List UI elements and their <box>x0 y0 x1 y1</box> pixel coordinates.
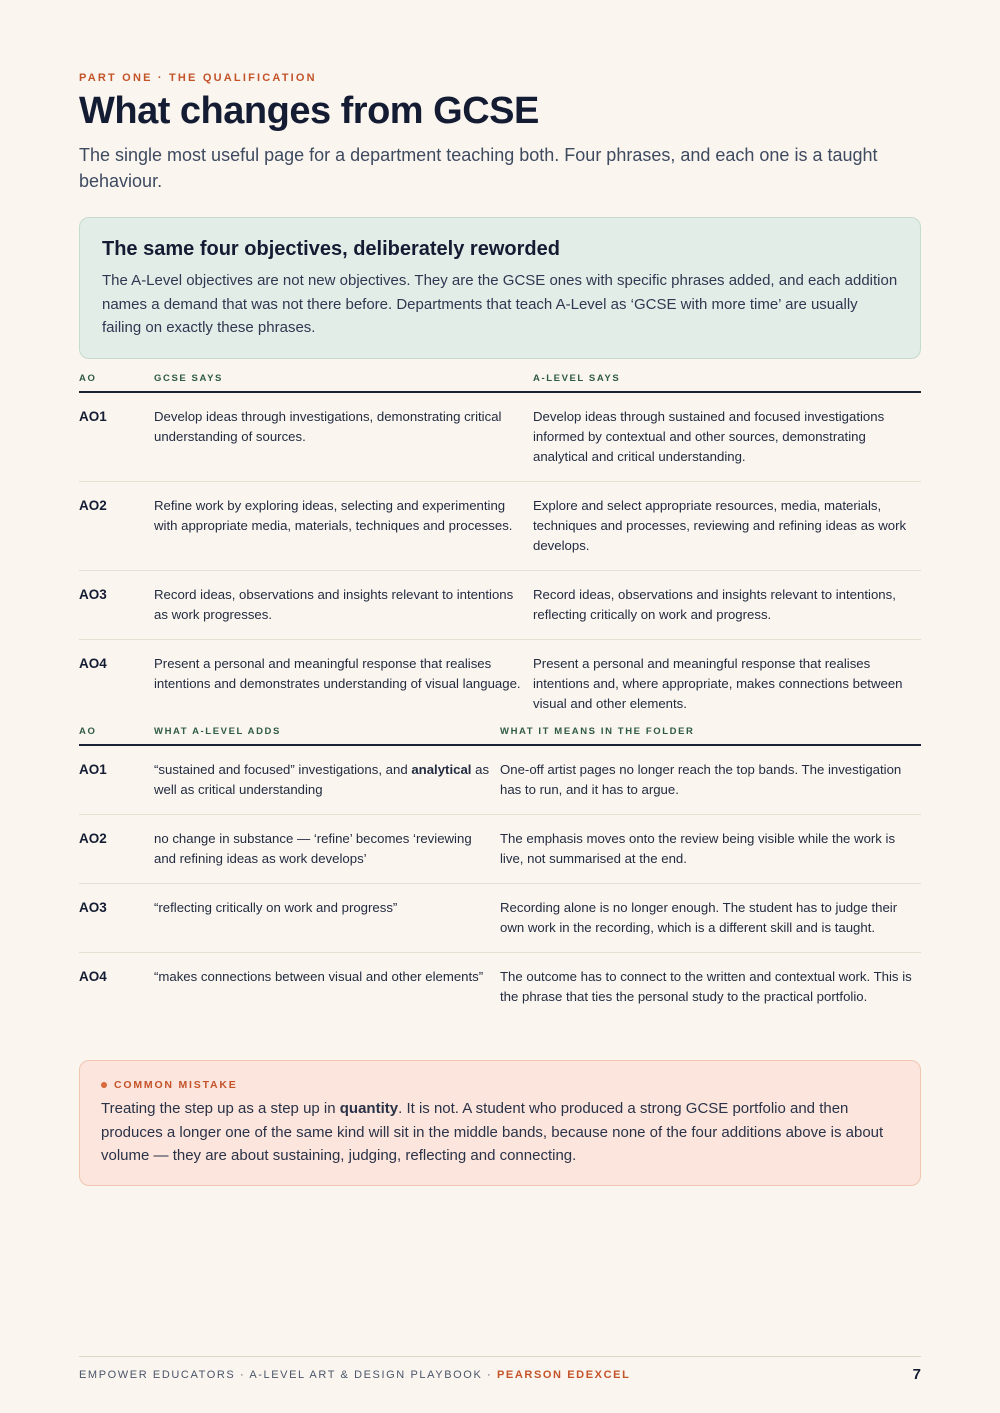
table-row <box>79 392 921 482</box>
table-row <box>79 745 921 815</box>
adds-text-bold: analytical <box>411 762 472 777</box>
col-header-ao: AO <box>79 373 154 392</box>
footer-divider <box>79 1356 921 1357</box>
ao-cell: AO1 <box>79 745 154 815</box>
adds-text: no change in substance — ‘refine’ becomes ‘reviewing and refining ideas as work develops’ <box>154 831 472 866</box>
adds-text: “reflecting critically on work and progress” <box>154 900 398 915</box>
comparison-table <box>79 373 921 728</box>
mistake-tag <box>101 1079 899 1091</box>
adds-text-post: as well as critical understanding <box>154 762 490 797</box>
page-title: What changes from GCSE <box>79 90 539 132</box>
col-header-ao: AO <box>79 726 154 745</box>
col-header-adds: WHAT A-LEVEL ADDS <box>154 726 500 745</box>
page-lede: The single most useful page for a department teaching both. Four phrases, and each one is a taught behaviour. <box>79 145 878 191</box>
col-header-means: WHAT IT MEANS IN THE FOLDER <box>500 726 921 745</box>
mistake-text-post: . It is not. A student who produced a strong GCSE portfolio and then produces a longer one of the same kind will sit in the middle bands, because none of the four additions above is about volume — they are about sustaining, judging, reflecting and connecting. <box>101 1100 884 1164</box>
page-number: 7 <box>912 1366 921 1383</box>
mistake-body <box>101 1097 899 1168</box>
gcse-cell: Record ideas, observations and insights relevant to intentions as work progresses. <box>154 571 533 640</box>
alevel-cell: Record ideas, observations and insights relevant to intentions, reflecting critically on work and progress. <box>533 571 921 640</box>
alevel-cell: Explore and select appropriate resources, media, materials, techniques and processes, reviewing and refining ideas as work develops. <box>533 482 921 571</box>
callout-heading: The same four objectives, deliberately reworded <box>102 238 560 260</box>
adds-cell <box>154 745 500 815</box>
ao-cell: AO1 <box>79 392 154 482</box>
adds-header-row <box>79 726 921 745</box>
ao-cell: AO2 <box>79 482 154 571</box>
table-row <box>79 571 921 640</box>
adds-body <box>79 745 921 1021</box>
page <box>79 0 921 1413</box>
alevel-cell: Develop ideas through sustained and focused investigations informed by contextual and other sources, demonstrating analytical and critical understanding. <box>533 392 921 482</box>
col-header-gcse: GCSE SAYS <box>154 373 533 392</box>
mistake-text-pre: Treating the step up as a step up in <box>101 1100 340 1117</box>
table-row <box>79 482 921 571</box>
adds-table <box>79 726 921 1021</box>
table-row <box>79 884 921 953</box>
mistake-tag-label: COMMON MISTAKE <box>114 1079 238 1091</box>
alevel-cell: Present a personal and meaningful response that realises intentions and, where appropriate, makes connections between visual and other elements. <box>533 656 903 711</box>
ao-cell: AO3 <box>79 571 154 640</box>
mistake-text-bold: quantity <box>339 1100 399 1117</box>
adds-cell <box>154 953 500 1022</box>
means-cell: The outcome has to connect to the written and contextual work. This is the phrase that ties the personal study to the practical portfolio. <box>500 969 912 1004</box>
comparison-header-row <box>79 373 921 392</box>
bullet-dot-icon <box>101 1082 107 1088</box>
page-footer <box>79 1366 921 1383</box>
ao-cell: AO4 <box>79 656 107 671</box>
ao-cell: AO3 <box>79 884 154 953</box>
footer-series: EMPOWER EDUCATORS · A-LEVEL ART & DESIGN PLAYBOOK · <box>79 1368 497 1381</box>
comparison-body <box>79 392 921 728</box>
col-header-alevel: A-LEVEL SAYS <box>533 373 921 392</box>
means-cell: One-off artist pages no longer reach the top bands. The investigation has to run, and it has to argue. <box>500 745 921 815</box>
means-cell: The emphasis moves onto the review being visible while the work is live, not summarised at the end. <box>500 815 921 884</box>
section-kicker: PART ONE · THE QUALIFICATION <box>79 72 317 84</box>
means-cell: Recording alone is no longer enough. The student has to judge their own work in the recording, which is a different skill and is taught. <box>500 884 921 953</box>
callout-body: The A-Level objectives are not new objectives. They are the GCSE ones with specific phrases added, and each addition names a demand that was not there before. Departments that teach A-Level as ‘GCSE with more time’ are usually failing on exactly these phrases. <box>102 272 898 336</box>
table-row <box>79 953 921 1022</box>
adds-text: “makes connections between visual and other elements” <box>154 969 484 984</box>
ao-cell: AO2 <box>79 815 154 884</box>
gcse-cell: Present a personal and meaningful response that realises intentions and demonstrates understanding of visual language. <box>154 656 521 691</box>
adds-cell <box>154 884 500 953</box>
common-mistake-callout <box>79 1060 921 1186</box>
table-row <box>79 640 921 729</box>
ao-cell: AO4 <box>79 969 107 984</box>
adds-cell <box>154 815 500 884</box>
footer-brand: PEARSON EDEXCEL <box>496 1368 631 1381</box>
adds-text: “sustained and focused” investigations, and <box>154 762 412 777</box>
summary-callout <box>79 217 921 359</box>
table-row <box>79 815 921 884</box>
footer-credit <box>79 1369 630 1381</box>
gcse-cell: Refine work by exploring ideas, selecting and experimenting with appropriate media, materials, techniques and processes. <box>154 482 533 571</box>
gcse-cell: Develop ideas through investigations, demonstrating critical understanding of sources. <box>154 392 533 482</box>
